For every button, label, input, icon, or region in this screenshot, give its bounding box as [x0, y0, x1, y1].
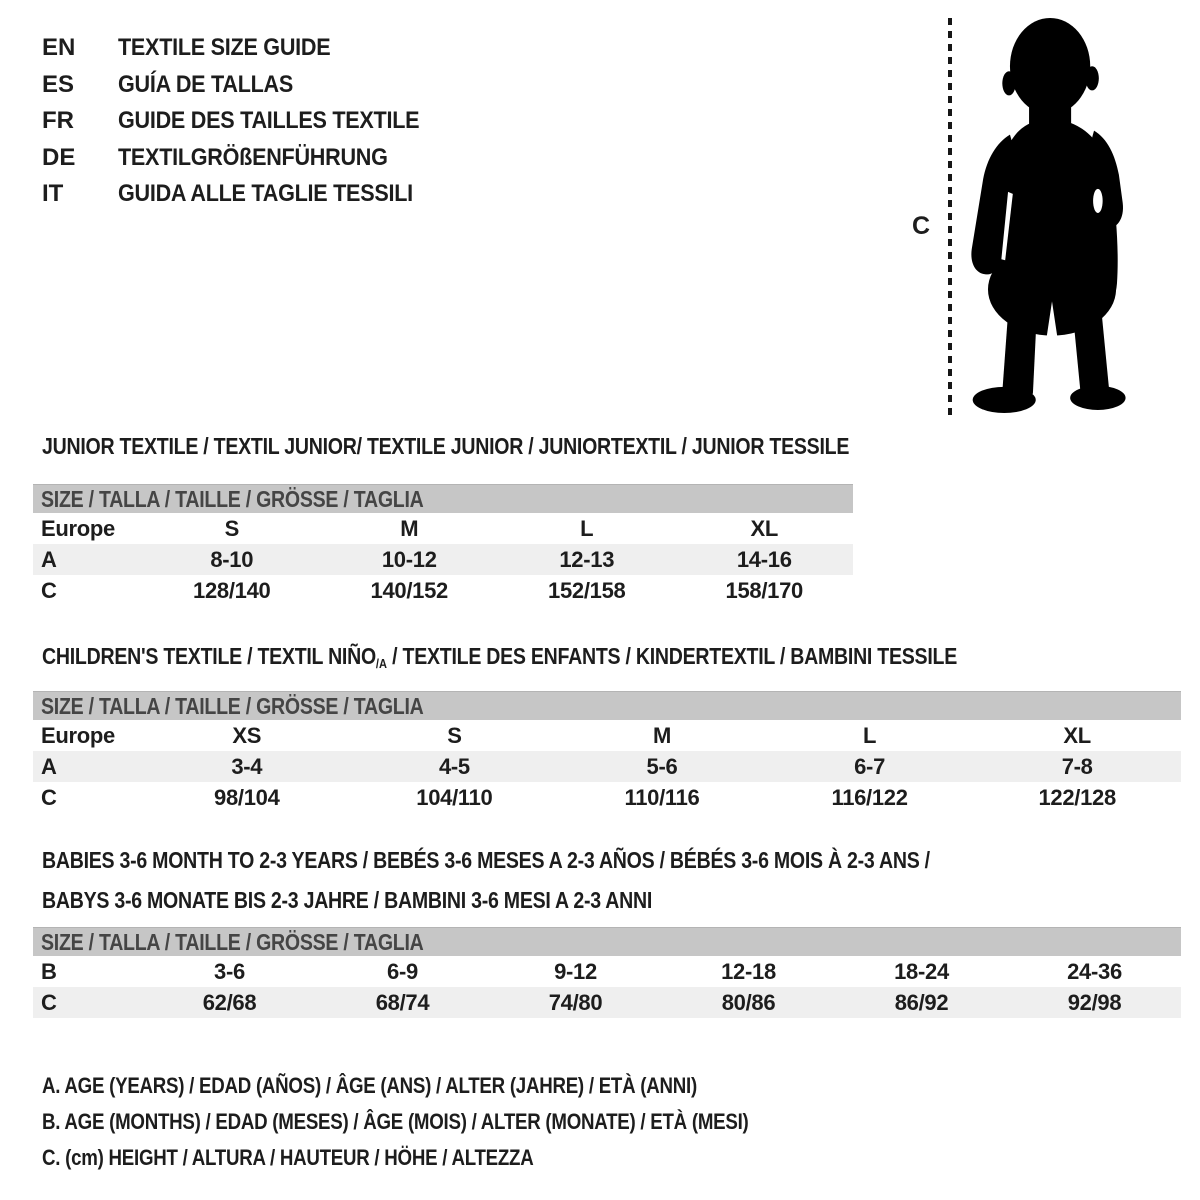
section-title-babies: BABIES 3-6 MONTH TO 2-3 YEARS / BEBÉS 3-6 MESES A 2-3 AÑOS / BÉBÉS 3-6 MOIS À 2-3 ANS / BABYS 3-6 MONATE BIS 2-3 JAHRE / BAMBINI 3-6 MESI A 2-3 ANNI	[42, 847, 930, 913]
row-label: C	[41, 578, 57, 603]
row-label: C	[41, 785, 57, 810]
size-cell: 24-36	[1067, 959, 1122, 984]
size-cell: 18-24	[894, 959, 949, 984]
guide-title: TEXTILE SIZE GUIDE	[118, 34, 331, 62]
size-cell: 140/152	[370, 578, 448, 603]
table-row	[33, 987, 1181, 1018]
language-row	[42, 176, 453, 213]
size-cell: 6-7	[854, 754, 886, 779]
language-row	[42, 67, 453, 104]
table-row	[33, 956, 1181, 987]
language-code: IT	[42, 180, 64, 208]
guide-title: GUÍA DE TALLAS	[118, 70, 294, 98]
baby-silhouette-icon	[966, 16, 1138, 418]
size-cell: 116/122	[831, 785, 908, 810]
row-label: A	[41, 547, 57, 572]
language-code: ES	[42, 70, 75, 98]
size-cell: 86/92	[894, 990, 949, 1015]
legend-line-a: A. AGE (YEARS) / EDAD (AÑOS) / ÂGE (ANS) / ALTER (JAHRE) / ETÀ (ANNI)	[42, 1073, 697, 1098]
size-cell: 122/128	[1038, 785, 1116, 810]
table-row	[33, 720, 1181, 751]
row-label: Europe	[41, 516, 115, 541]
junior-size-table	[33, 484, 853, 606]
height-measure-label: C	[912, 212, 931, 240]
size-cell: 3-4	[231, 754, 263, 779]
row-label: C	[41, 990, 57, 1015]
section-title-junior: JUNIOR TEXTILE / TEXTIL JUNIOR/ TEXTILE JUNIOR / JUNIORTEXTIL / JUNIOR TESSILE	[42, 433, 850, 459]
legend	[42, 1068, 873, 1176]
table-header: SIZE / TALLA / TAILLE / GRÖSSE / TAGLIA	[33, 484, 853, 513]
language-row	[42, 30, 453, 67]
language-row	[42, 140, 453, 177]
size-cell: 152/158	[548, 578, 626, 603]
size-cell: 5-6	[646, 754, 678, 779]
babies-size-table	[33, 927, 1181, 1018]
size-cell: 6-9	[387, 959, 418, 984]
size-cell: 104/110	[416, 785, 493, 810]
table-row	[33, 575, 853, 606]
table-header: SIZE / TALLA / TAILLE / GRÖSSE / TAGLIA	[33, 927, 1181, 956]
guide-title: GUIDE DES TAILLES TEXTILE	[118, 107, 420, 135]
children-size-table	[33, 691, 1181, 813]
size-cell: 12-18	[721, 959, 776, 984]
guide-title: GUIDA ALLE TAGLIE TESSILI	[118, 180, 413, 208]
size-cell: 92/98	[1067, 990, 1122, 1015]
size-cell: 68/74	[375, 990, 430, 1015]
language-row	[42, 103, 453, 140]
table-row	[33, 751, 1181, 782]
size-cell: S	[224, 516, 239, 541]
size-cell: XL	[750, 516, 778, 541]
size-cell: M	[652, 723, 671, 748]
size-cell: 8-10	[210, 547, 254, 572]
table-row	[33, 544, 853, 575]
table-header: SIZE / TALLA / TAILLE / GRÖSSE / TAGLIA	[33, 691, 1181, 720]
size-cell: 3-6	[214, 959, 245, 984]
guide-title: TEXTILGRÖßENFÜHRUNG	[118, 143, 388, 171]
size-cell: 7-8	[1061, 754, 1093, 779]
size-cell: 14-16	[736, 547, 792, 572]
size-cell: S	[447, 723, 462, 748]
size-cell: 9-12	[554, 959, 597, 984]
row-label: A	[41, 754, 57, 779]
size-cell: L	[863, 723, 877, 748]
size-cell: 128/140	[193, 578, 271, 603]
height-measure-dashed-line	[948, 18, 952, 416]
size-cell: 80/86	[721, 990, 776, 1015]
language-title-list	[42, 30, 453, 213]
language-code: FR	[42, 107, 74, 135]
legend-line-c: C. (cm) HEIGHT / ALTURA / HAUTEUR / HÖHE / ALTEZZA	[42, 1145, 534, 1170]
row-label: B	[41, 959, 57, 984]
row-label: Europe	[41, 723, 115, 748]
legend-line-b: B. AGE (MONTHS) / EDAD (MESES) / ÂGE (MOIS) / ALTER (MONATE) / ETÀ (MESI)	[42, 1109, 749, 1134]
size-cell: XL	[1063, 723, 1091, 748]
section-title-children: CHILDREN'S TEXTILE / TEXTIL NIÑO/A / TEXTILE DES ENFANTS / KINDERTEXTIL / BAMBINI TESSILE	[42, 643, 957, 671]
size-cell: 158/170	[725, 578, 803, 603]
size-cell: 110/116	[624, 785, 700, 810]
size-cell: 4-5	[438, 754, 470, 779]
table-row	[33, 782, 1181, 813]
size-cell: 98/104	[214, 785, 280, 810]
table-row	[33, 513, 853, 544]
size-cell: 74/80	[548, 990, 603, 1015]
size-cell: XS	[232, 723, 262, 748]
size-cell: L	[580, 516, 594, 541]
size-cell: 10-12	[381, 547, 437, 572]
language-code: DE	[42, 143, 76, 171]
size-cell: 12-13	[559, 547, 615, 572]
size-cell: M	[400, 516, 419, 541]
language-code: EN	[42, 34, 76, 62]
size-cell: 62/68	[202, 990, 257, 1015]
